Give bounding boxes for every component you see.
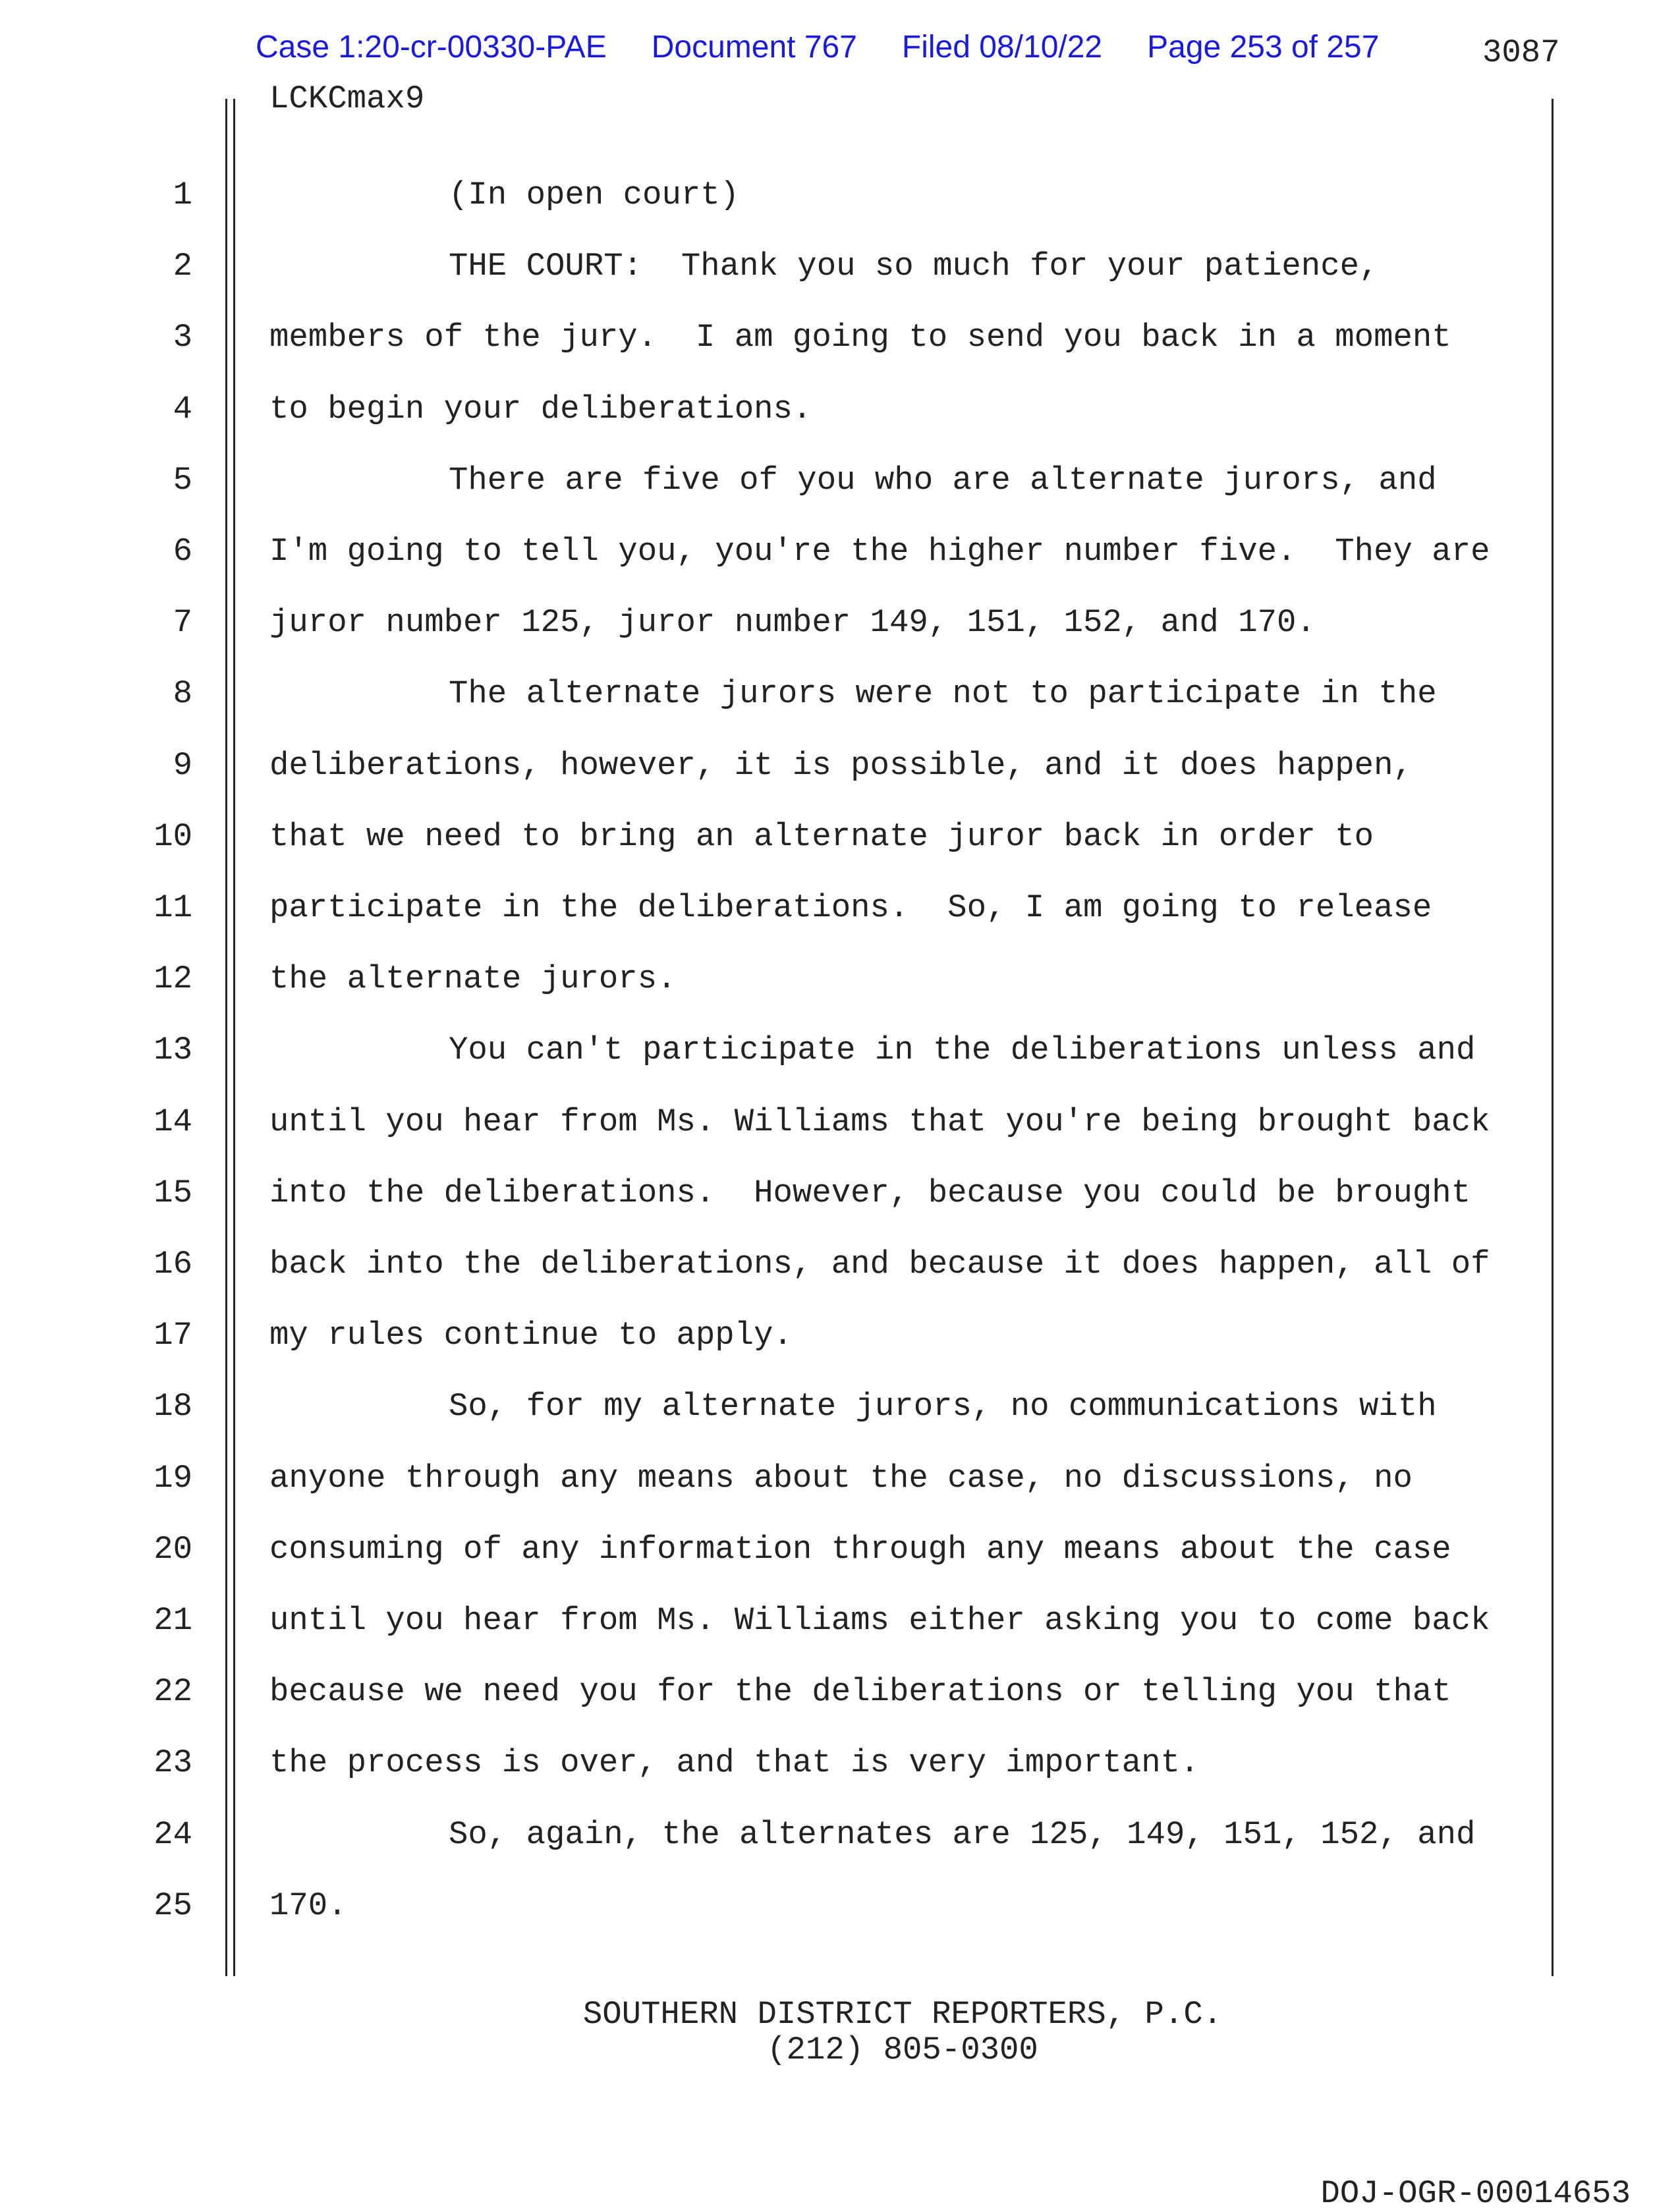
transcript-line: that we need to bring an alternate juror back in order to xyxy=(269,817,1374,855)
case-number: Case 1:20-cr-00330-PAE xyxy=(256,30,607,65)
transcript-line: the alternate jurors. xyxy=(269,960,677,998)
transcript-line: So, for my alternate jurors, no communications with xyxy=(449,1388,1437,1425)
transcript-line: juror number 125, juror number 149, 151, 152, and 170. xyxy=(269,604,1316,642)
line-number: 5 xyxy=(173,461,192,499)
transcript-line: 170. xyxy=(269,1887,347,1924)
transcript-line: So, again, the alternates are 125, 149, 151, 152, and xyxy=(449,1815,1476,1853)
line-number: 17 xyxy=(154,1317,192,1354)
transcript-line: until you hear from Ms. Williams either asking you to come back xyxy=(269,1602,1490,1639)
line-number: 15 xyxy=(154,1174,192,1211)
left-margin-rule xyxy=(225,99,227,1976)
line-number: 7 xyxy=(173,604,192,642)
line-number: 22 xyxy=(154,1673,192,1711)
transcript-line: deliberations, however, it is possible, and it does happen, xyxy=(269,746,1413,784)
line-number: 12 xyxy=(154,960,192,998)
line-number: 18 xyxy=(154,1388,192,1425)
right-margin-rule xyxy=(1552,99,1554,1976)
document-number: Document 767 xyxy=(651,30,857,65)
transcript-line: back into the deliberations, and because it does happen, all of xyxy=(269,1246,1490,1283)
line-number: 21 xyxy=(154,1602,192,1639)
line-number: 23 xyxy=(154,1744,192,1782)
transcript-line: (In open court) xyxy=(449,177,740,213)
filed-date: Filed 08/10/22 xyxy=(901,30,1103,65)
line-number: 10 xyxy=(154,817,192,855)
line-number: 13 xyxy=(154,1032,192,1069)
page-indicator: Page 253 of 257 xyxy=(1147,30,1380,65)
line-number: 24 xyxy=(154,1815,192,1853)
transcript-code: LCKCmax9 xyxy=(269,80,425,117)
transcript-line: the process is over, and that is very important. xyxy=(269,1744,1200,1782)
line-number: 14 xyxy=(154,1103,192,1140)
left-margin-rule-inner xyxy=(233,99,235,1976)
footer-phone: (212) 805-0300 xyxy=(767,2032,1038,2068)
line-number: 8 xyxy=(173,675,192,713)
transcript-line: consuming of any information through any means about the case xyxy=(269,1530,1451,1568)
transcript-page-number: 3087 xyxy=(1482,34,1560,71)
transcript-line: into the deliberations. However, because you could be brought xyxy=(269,1174,1471,1211)
line-number: 16 xyxy=(154,1246,192,1283)
line-number: 4 xyxy=(173,390,192,428)
line-number: 3 xyxy=(173,319,192,356)
transcript-line: my rules continue to apply. xyxy=(269,1317,793,1354)
line-number: 2 xyxy=(173,248,192,285)
transcript-line: I'm going to tell you, you're the higher number five. They are xyxy=(269,533,1490,570)
line-number: 6 xyxy=(173,533,192,570)
transcript-line: members of the jury. I am going to send you back in a moment xyxy=(269,319,1451,356)
transcript-line: until you hear from Ms. Williams that you're being brought back xyxy=(269,1103,1490,1140)
line-number: 19 xyxy=(154,1459,192,1497)
line-number: 25 xyxy=(154,1887,192,1924)
transcript-line: because we need you for the deliberations or telling you that xyxy=(269,1673,1451,1711)
transcript-line: There are five of you who are alternate jurors, and xyxy=(449,461,1437,499)
transcript-line: You can't participate in the deliberations unless and xyxy=(449,1032,1476,1069)
line-number: 9 xyxy=(173,746,192,784)
line-number: 1 xyxy=(173,177,192,213)
transcript-line: participate in the deliberations. So, I am going to release xyxy=(269,889,1432,926)
transcript-line: The alternate jurors were not to participate in the xyxy=(449,675,1437,713)
transcript-line: THE COURT: Thank you so much for your patience, xyxy=(449,248,1379,285)
transcript-line: to begin your deliberations. xyxy=(269,390,812,428)
bates-number: DOJ-OGR-00014653 xyxy=(1320,2175,1631,2212)
transcript-line: anyone through any means about the case, no discussions, no xyxy=(269,1459,1413,1497)
footer-reporter: SOUTHERN DISTRICT REPORTERS, P.C. xyxy=(582,1996,1223,2033)
case-header xyxy=(256,29,1424,65)
line-number: 20 xyxy=(154,1530,192,1568)
line-number: 11 xyxy=(154,889,192,926)
